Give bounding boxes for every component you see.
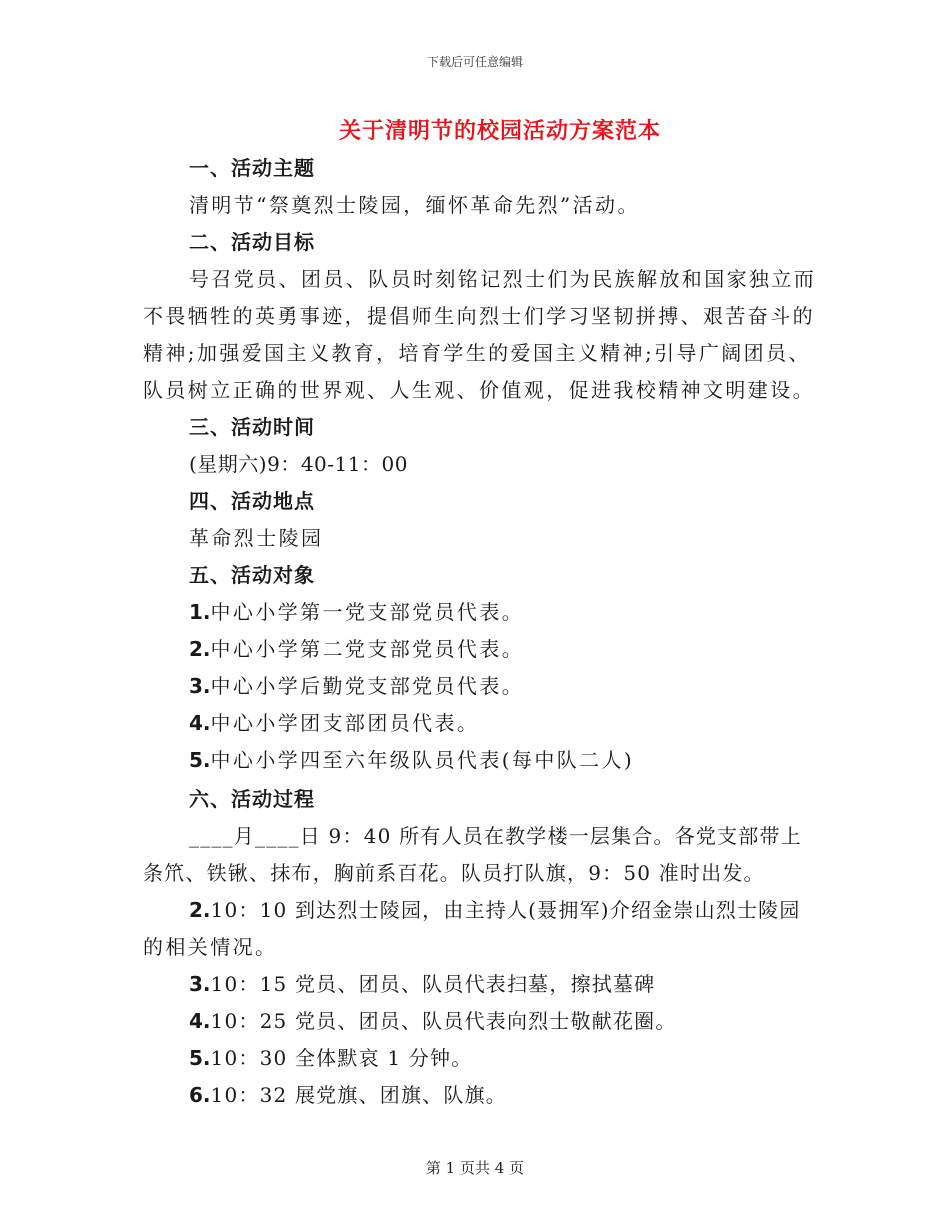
page-footer: 第 1 页共 4 页	[425, 1159, 525, 1177]
list-item-number: 5.	[189, 748, 211, 772]
paragraph-line: 队员树立正确的世界观、人生观、价值观，促进我校精神文明建设。	[143, 378, 815, 402]
section-heading-process: 六、活动过程	[189, 787, 315, 811]
paragraph-line: 精神;加强爱国主义教育，培育学生的爱国主义精神;引导广阔团员、	[143, 341, 811, 365]
document-title: 关于清明节的校园活动方案范本	[338, 119, 661, 144]
section-heading-participants: 五、活动对象	[189, 563, 315, 587]
section-heading-goal: 二、活动目标	[189, 230, 315, 254]
paragraph-line: ____月____日 9：40 所有人员在教学楼一层集合。各党支部带上	[189, 824, 802, 848]
list-item-text: 中心小学第二党支部党员代表。	[210, 637, 525, 661]
list-item	[189, 747, 634, 773]
list-item	[189, 710, 479, 736]
list-item-number: 4.	[189, 711, 211, 735]
list-item-text: 10：10 到达烈士陵园，由主持人(聂拥军)介绍金崇山烈士陵园	[210, 898, 801, 922]
list-item	[189, 1008, 677, 1034]
paragraph-line: 不畏牺牲的英勇事迹，提倡师生向烈士们学习坚韧拼搏、艰苦奋斗的	[143, 304, 815, 328]
list-item-number: 4.	[189, 1009, 211, 1033]
section-text-time: (星期六)9：40-11：00	[189, 452, 408, 476]
section-heading-place: 四、活动地点	[189, 489, 315, 513]
section-heading-theme: 一、活动主题	[189, 156, 315, 180]
list-item	[189, 673, 524, 699]
list-item-text: 中心小学后勤党支部党员代表。	[210, 674, 525, 698]
paragraph-line: 条笊、铁锹、抹布，胸前系百花。队员打队旗，9：50 准时出发。	[143, 861, 765, 885]
paragraph-line: 号召党员、团员、队员时刻铭记烈士们为民族解放和国家独立而	[189, 267, 817, 291]
list-item	[189, 599, 524, 625]
section-heading-time: 三、活动时间	[189, 415, 315, 439]
section-text-place: 革命烈士陵园	[189, 526, 324, 550]
list-item	[189, 1082, 507, 1108]
list-item-text: 中心小学四至六年级队员代表(每中队二人)	[210, 748, 635, 772]
section-text-theme: 清明节“祭奠烈士陵园，缅怀革命先烈”活动。	[189, 193, 640, 217]
list-item-text: 10：30 全体默哀 1 分钟。	[210, 1046, 473, 1070]
list-item	[189, 636, 524, 662]
list-item-text: 10：15 党员、团员、队员代表扫墓，擦拭墓碑	[210, 972, 656, 996]
list-item-text: 10：25 党员、团员、队员代表向烈士敬献花圈。	[210, 1009, 677, 1033]
list-item-text: 中心小学第一党支部党员代表。	[210, 600, 525, 624]
list-item-number: 3.	[189, 674, 211, 698]
list-item	[189, 971, 655, 997]
list-item-number: 1.	[189, 600, 211, 624]
list-item-number: 6.	[189, 1083, 211, 1107]
list-item	[189, 1045, 472, 1071]
list-item-number: 2.	[189, 898, 211, 922]
list-item-text: 10：32 展党旗、团旗、队旗。	[210, 1083, 507, 1107]
page-header: 下载后可任意编辑	[426, 55, 523, 69]
list-item-number: 5.	[189, 1046, 211, 1070]
list-item-number: 2.	[189, 637, 211, 661]
list-item-text: 中心小学团支部团员代表。	[210, 711, 480, 735]
paragraph-line: 的相关情况。	[143, 935, 278, 959]
list-item	[189, 897, 801, 923]
list-item-number: 3.	[189, 972, 211, 996]
